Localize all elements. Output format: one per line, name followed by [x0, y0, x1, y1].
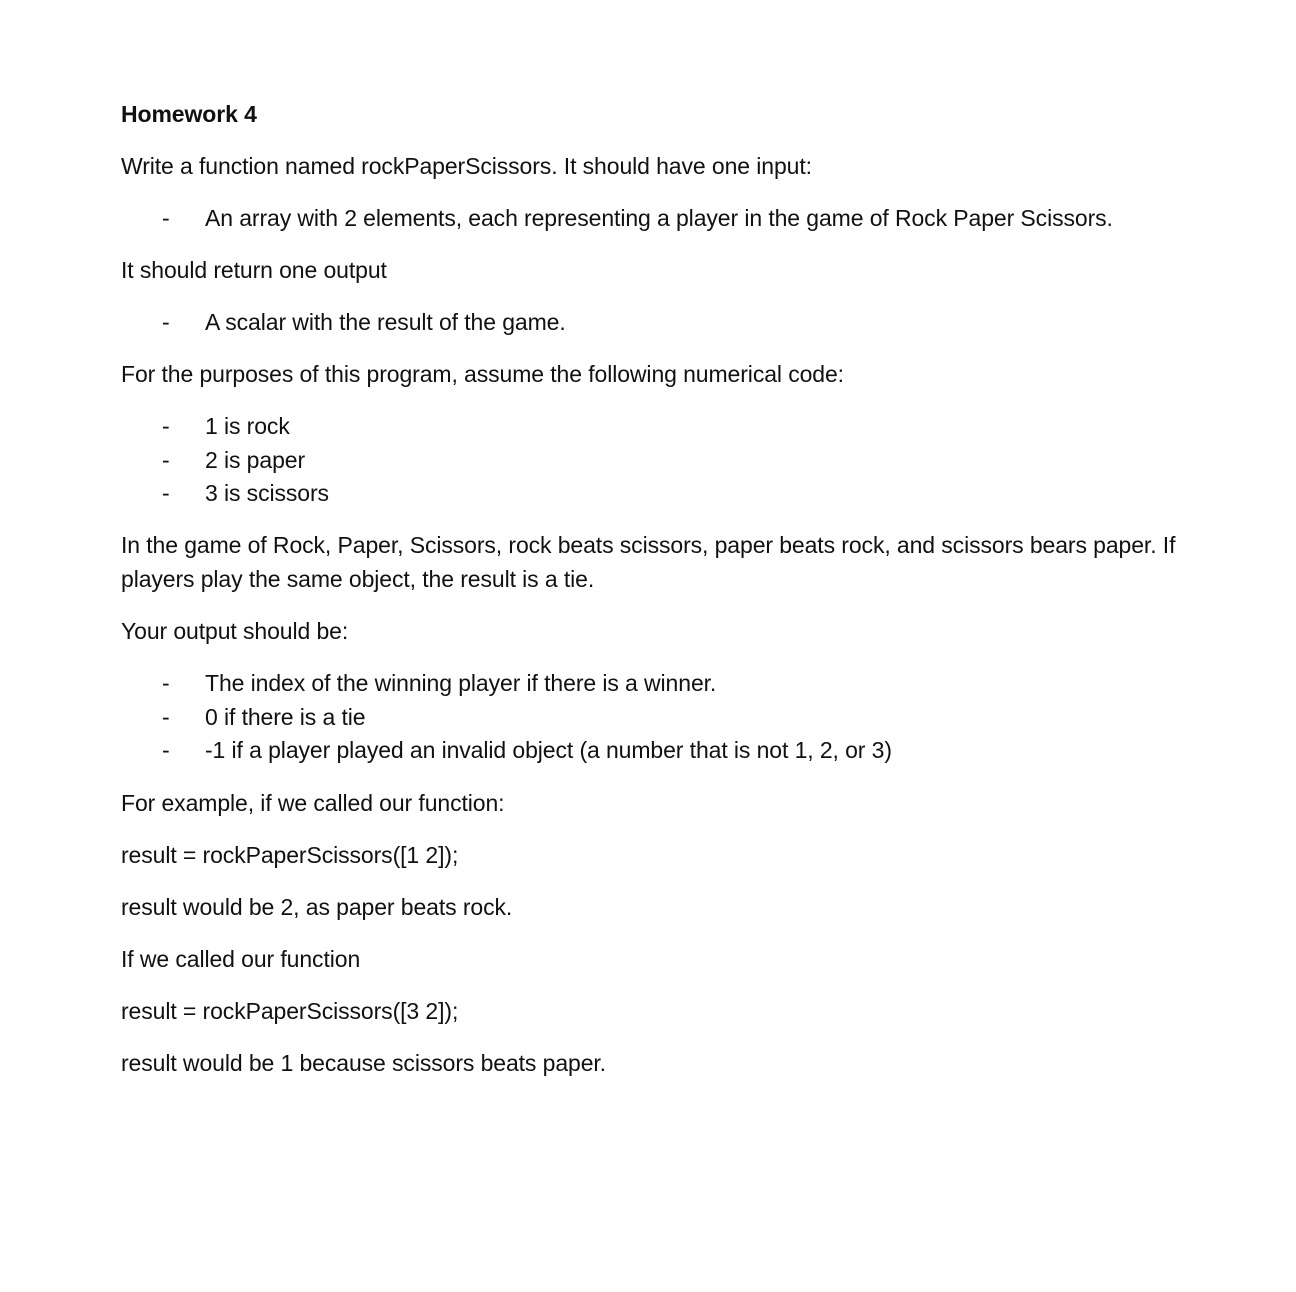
result-bullet-item: The index of the winning player if there is a winner.	[205, 670, 717, 696]
bullet-marker: -	[162, 309, 170, 335]
bullet-marker: -	[162, 447, 170, 473]
bullet-marker: -	[162, 737, 170, 763]
example2-code: result = rockPaperScissors([3 2]);	[121, 998, 459, 1024]
input-bullet-item: An array with 2 elements, each representing a player in the game of Rock Paper Scissors.	[205, 205, 1113, 231]
example-intro-text: For example, if we called our function:	[121, 790, 505, 816]
example2-intro-text: If we called our function	[121, 946, 361, 972]
output-bullet-item: A scalar with the result of the game.	[205, 309, 566, 335]
rules-paragraph: In the game of Rock, Paper, Scissors, rock beats scissors, paper beats rock, and scissors bears paper. If players play the same object, the result is a tie.	[121, 532, 1176, 592]
bullet-marker: -	[162, 704, 170, 730]
bullet-marker: -	[162, 413, 170, 439]
bullet-marker: -	[162, 205, 170, 231]
bullet-marker: -	[162, 480, 170, 506]
code-bullet-item: 3 is scissors	[205, 480, 329, 506]
output-intro-text: Your output should be:	[121, 618, 349, 644]
code-bullet-item: 1 is rock	[205, 413, 290, 439]
return-text: It should return one output	[121, 257, 387, 283]
result-bullet-item: -1 if a player played an invalid object (a number that is not 1, 2, or 3)	[205, 737, 892, 763]
intro-text: Write a function named rockPaperScissors. It should have one input:	[121, 153, 812, 179]
page-title: Homework 4	[121, 101, 257, 127]
result-bullet-item: 0 if there is a tie	[205, 704, 366, 730]
example1-result: result would be 2, as paper beats rock.	[121, 894, 513, 920]
code-intro-text: For the purposes of this program, assume the following numerical code:	[121, 361, 844, 387]
code-bullet-item: 2 is paper	[205, 447, 306, 473]
example2-result: result would be 1 because scissors beats paper.	[121, 1050, 606, 1076]
bullet-marker: -	[162, 670, 170, 696]
example1-code: result = rockPaperScissors([1 2]);	[121, 842, 459, 868]
